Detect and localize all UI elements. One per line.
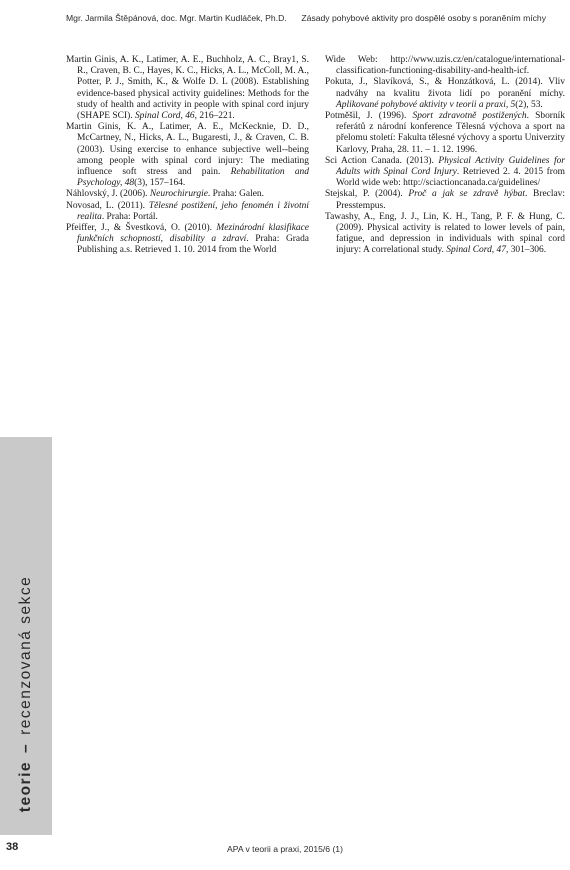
reference-italic-segment: Spinal Cord, 46 (134, 111, 195, 122)
reference-entry (66, 122, 309, 189)
reference-segment: Martin Ginis, K. A., Latimer, A. E., McKecknie, D. D., McCartney, N., Hicks, A. L., Bugaresti, J., & Craven, C. B. (2003). Using exercise to enhance subjective well--being among people with spinal cord injury: The mediating influence soft stress and pain. (66, 122, 309, 178)
reference-entry (325, 156, 565, 190)
page-number: 38 (6, 841, 19, 853)
reference-italic-segment: Physical Activity Guidelines for Adults with Spinal Cord Injury (336, 155, 565, 178)
reference-segment: Náhlovský, J. (2006). (66, 189, 150, 200)
section-label-part2: recenzovaná sekce (17, 575, 34, 735)
reference-segment: . Retrieved 2. 4. 2015 from World wide web: http://sciactioncanada.ca/guidelines/ (336, 167, 566, 189)
references-left-column (66, 55, 309, 257)
reference-italic-segment: Rehabilitation and Psychology, 48 (77, 167, 309, 189)
reference-entry (66, 223, 309, 257)
reference-italic-segment: Mezinárodní klasifikace funkčních schopností, disability a zdraví (77, 223, 309, 245)
section-label-part1: teorie (17, 760, 34, 813)
header-title: Zásady pohybové aktivity pro dospělé osoby s poraněním míchy (301, 13, 546, 23)
reference-segment: , 216–221. (194, 111, 235, 122)
reference-italic-segment: Tělesné postižení, jeho fenomén i životní realita (77, 200, 309, 222)
references-right-column (325, 55, 565, 257)
footer-journal: APA v teorii a praxi, 2015/6 (1) (227, 844, 343, 854)
reference-italic-segment: Neurochirurgie (149, 189, 208, 200)
reference-entry (66, 55, 309, 122)
reference-entry (66, 189, 309, 200)
reference-entry (325, 189, 565, 211)
reference-segment: Sci Action Canada. (2013). (325, 155, 439, 166)
reference-segment: (2), 53. (515, 99, 543, 110)
reference-entry (325, 212, 565, 257)
reference-segment: Pokuta, J., Slavíková, S., & Honzátková, L. (2014). Vliv nadváhy na kvalitu života lidí po poranění míchy. (325, 77, 565, 99)
reference-segment: . Praha: Portál. (101, 211, 158, 222)
reference-entry (325, 55, 565, 77)
reference-italic-segment: Spinal Cord, 47 (446, 245, 506, 256)
section-label-dash: – (17, 742, 34, 753)
reference-italic-segment: Proč a jak se zdravě hýbat (408, 189, 526, 200)
reference-segment: (3), 157–164. (134, 178, 186, 189)
header-authors: Mgr. Jarmila Štěpánová, doc. Mgr. Martin Kudláček, Ph.D. (66, 13, 287, 23)
section-label (17, 576, 35, 812)
reference-entry (66, 201, 309, 223)
reference-segment: . Sborník referátů z národní konference Tělesná výchova a sport na přelomu století: Fakulta tělesné výchovy a sportu Univerzity Karlovy, Praha, 28. 11. – 1. 12. 1996. (336, 111, 566, 155)
reference-segment: Pfeiffer, J., & Švestková, O. (2010). (66, 223, 217, 234)
reference-segment: . Praha: Grada Publishing a.s. Retrieved 1. 10. 2014 from the World (77, 234, 309, 256)
reference-segment: Novosad, L. (2011). (66, 200, 149, 211)
reference-segment: , 301–306. (505, 245, 547, 256)
reference-entry (325, 77, 565, 111)
reference-italic-segment: Sport zdravotně postižených (412, 111, 527, 122)
reference-entry (325, 111, 565, 156)
reference-segment: Martin Ginis, A. K., Latimer, A. E., Buchholz, A. C., Bray1, S. R., Craven, B. C., Hayes, K. C., Hicks, A. L., McColl, M. A., Potter, P. J., Smith, K., & Wolfe D. L (2008). Establishing evidence-based physical activity guidelines: Methods for the study of health and activity in people with spinal cord injury (SHAPE SCI). (66, 55, 309, 122)
reference-segment: Wide Web: http://www.uzis.cz/en/catalogue/international-classification-functioning-disability-and-health-icf. (325, 55, 565, 77)
reference-segment: . Breclav: Presstempus. (336, 189, 566, 211)
reference-italic-segment: Aplikované pohybové aktivity v teorii a praxi, 5 (336, 99, 516, 110)
reference-segment: . Praha: Galen. (207, 189, 265, 200)
reference-segment: Stejskal, P. (2004). (325, 189, 409, 200)
reference-segment: Tawashy, A., Eng, J. J., Lin, K. H., Tang, P. F. & Hung, C. (2009). Physical activity is related to lower levels of pain, fatigue, and depression in individuals with spinal cord injury: A correlational study. (325, 211, 565, 256)
reference-segment: Potměšil, J. (1996). (325, 111, 413, 122)
